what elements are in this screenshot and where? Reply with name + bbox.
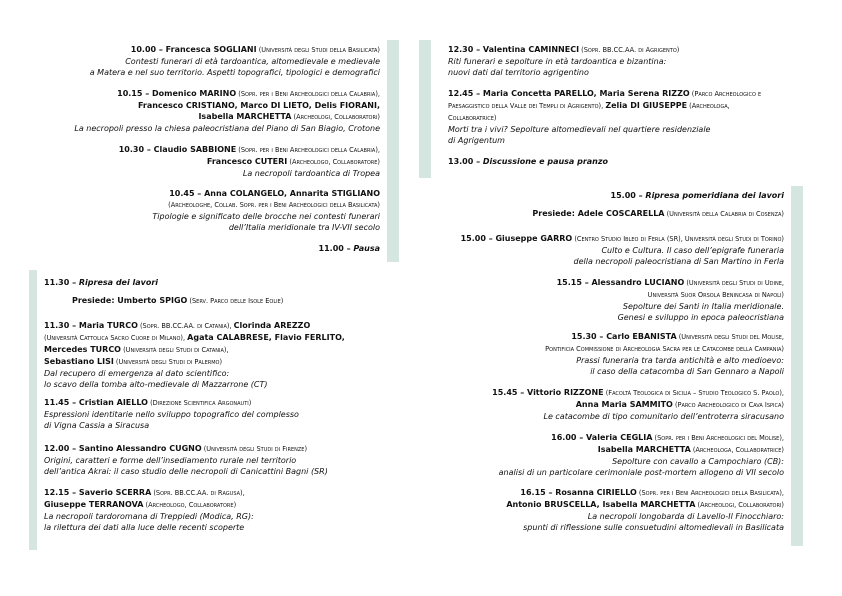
- speaker-text: 15.15 – Alessandro LUCIANO: [556, 278, 685, 287]
- affiliation-text: Collaboratrice): [448, 114, 497, 122]
- entry-line: [448, 88, 761, 100]
- entry-line: [119, 168, 380, 179]
- talk-title-text: Contesti funerari di età tardoantica, altomedievale e medievale: [125, 57, 380, 66]
- speaker-text: Francesco CRISTIANO, Marco DI LIETO, Delis FIORANI,: [137, 101, 380, 110]
- program-entry: [152, 188, 380, 233]
- talk-title-text: dell’Italia meridionale tra IV-VII secolo: [228, 223, 380, 232]
- accent-bar-right-bottom: [791, 186, 803, 546]
- program-entry: [44, 443, 328, 477]
- talk-title-text: La necropoli presso la chiesa paleocristiana del Piano di San Biagio, Crotone: [74, 124, 380, 133]
- entry-line: [44, 499, 254, 511]
- entry-line: [44, 443, 328, 455]
- entry-line: [557, 289, 784, 301]
- talk-title-text: spunti di riflessione sulle consuetudini altomedievali in Basilicata: [523, 523, 784, 532]
- speaker-text: Anna Maria SAMMITO: [575, 400, 673, 409]
- entry-line: [74, 100, 380, 111]
- program-entry: [44, 277, 158, 288]
- entry-line: [461, 256, 784, 267]
- talk-title-text: Ripresa pomeridiana dei lavori: [645, 191, 784, 200]
- speaker-text: 12.30 – Valentina CAMINNECI: [448, 45, 580, 54]
- accent-bar-left-top: [387, 40, 399, 262]
- speaker-text: 15.00 –: [610, 191, 646, 200]
- affiliation-text: (Parco Archeologico di Cava Ispica): [672, 401, 784, 409]
- program-entry: [506, 487, 784, 533]
- entry-line: [448, 112, 761, 124]
- entry-line: [448, 56, 679, 67]
- program-entry: [611, 190, 784, 201]
- program-entry: [74, 88, 380, 134]
- entry-line: [152, 211, 380, 222]
- talk-title-text: Ripresa dei lavori: [78, 278, 159, 287]
- entry-line: [448, 124, 761, 135]
- affiliation-text: (Archeologi, Collaboratori): [695, 501, 784, 509]
- talk-title-text: la rilettura dei dati alla luce delle recenti scoperte: [44, 523, 245, 532]
- entry-line: [545, 355, 784, 366]
- program-entry: [492, 387, 784, 422]
- program-entry: [72, 295, 283, 307]
- program-entry: [461, 233, 784, 267]
- talk-title-text: dell’antica Akrai: il caso studio delle necropoli di Canicattini Bagni (SR): [44, 467, 328, 476]
- program-entry: [557, 277, 784, 323]
- entry-line: [44, 409, 299, 420]
- affiliation-text: (Archeologhe, Collab. Sopr. per i Beni Archeologici della Basilicata): [168, 201, 380, 209]
- affiliation-text: (Archeologo, Collaboratore): [287, 158, 380, 166]
- accent-bar-left-bottom: [29, 270, 37, 550]
- affiliation-text: (Archeologi, Collaboratori): [291, 113, 380, 121]
- talk-title-text: La necropoli tardoantica di Tropea: [242, 169, 380, 178]
- speaker-text: Giuseppe TERRANOVA: [44, 500, 144, 509]
- entry-line: [506, 511, 784, 522]
- talk-title-text: il caso della catacomba di San Gennaro a Napoli: [590, 367, 784, 376]
- entry-line: [492, 411, 784, 422]
- speaker-text: Presiede: Umberto SPIGO: [72, 296, 188, 305]
- entry-line: [44, 368, 345, 379]
- speaker-text: Mercedes TURCO: [44, 345, 121, 354]
- entry-line: [611, 190, 784, 201]
- affiliation-text: (Università degli Studi di Catania),: [120, 346, 229, 354]
- speaker-text: 12.15 – Saverio SCERRA: [44, 488, 152, 497]
- entry-line: [448, 100, 761, 112]
- affiliation-text: (Università della Calabria di Cosenza): [664, 210, 784, 218]
- talk-title-text: Discussione e pausa pranzo: [482, 157, 609, 166]
- program-entry: [448, 156, 608, 167]
- entry-line: [152, 188, 380, 199]
- entry-line: [90, 67, 380, 78]
- affiliation-text: (Sopr. per i Beni Archeologici del Molise),: [652, 434, 784, 442]
- entry-line: [44, 466, 328, 477]
- talk-title-text: Le catacombe di tipo comunitario dell’entroterra siracusano: [543, 412, 784, 421]
- entry-line: [499, 444, 784, 456]
- entry-line: [44, 379, 345, 390]
- talk-title-text: Morti tra i vivi? Sepolture altomedievali nel quartiere residenziale: [448, 125, 711, 134]
- affiliation-text: (Facoltà Teologica di Sicilia – Studio Teologico S. Paolo),: [603, 389, 784, 397]
- talk-title-text: Prassi funeraria tra tarda antichità e alto medioevo:: [576, 356, 784, 365]
- speaker-text: 11.30 – Maria TURCO: [44, 321, 138, 330]
- entry-line: [492, 399, 784, 411]
- speaker-text: 13.00 –: [448, 157, 483, 166]
- speaker-text: 11.45 – Cristian AIELLO: [44, 398, 148, 407]
- talk-title-text: di Vigna Cassia a Siracusa: [44, 421, 150, 430]
- program-entry: [119, 144, 380, 179]
- affiliation-text: (Serv. Parco delle Isole Eolie): [187, 297, 284, 305]
- entry-line: [44, 522, 254, 533]
- program-entry: [90, 44, 380, 78]
- entry-line: [44, 487, 254, 499]
- speaker-text: Agata CALABRESE, Flavio FERLITO,: [187, 333, 345, 342]
- speaker-text: 12.00 – Santino Alessandro CUGNO: [44, 444, 202, 453]
- speaker-text: Clorinda AREZZO: [233, 321, 311, 330]
- affiliation-text: (Sopr. BB.CC.AA. di Catania),: [137, 322, 234, 330]
- speaker-text: Antonio BRUSCELLA, Isabella MARCHETTA: [506, 500, 696, 509]
- entry-line: [119, 156, 380, 168]
- entry-line: [506, 499, 784, 511]
- affiliation-text: (Sopr. BB.CC.AA. di Ragusa),: [151, 489, 245, 497]
- entry-line: [506, 522, 784, 533]
- entry-line: [499, 456, 784, 467]
- talk-title-text: Genesi e sviluppo in epoca paleocristiana: [617, 313, 784, 322]
- entry-line: [448, 135, 761, 146]
- entry-line: [448, 67, 679, 78]
- entry-line: [44, 277, 158, 288]
- speaker-text: 12.45 – Maria Concetta PARELLO, Maria Serena RIZZO: [448, 89, 690, 98]
- affiliation-text: (Sopr. BB.CC.AA. di Agrigento): [579, 46, 680, 54]
- talk-title-text: Riti funerari e sepolture in età tardoantica e bizantina:: [448, 57, 667, 66]
- entry-line: [44, 511, 254, 522]
- affiliation-text: Paesaggistico della Valle dei Templi di Agrigento),: [448, 102, 606, 110]
- entry-line: [44, 344, 345, 356]
- affiliation-text: (Università degli Studi di Udine,: [684, 279, 784, 287]
- talk-title-text: Tipologie e significato delle brocche nei contesti funerari: [152, 212, 380, 221]
- talk-title-text: La necropoli longobarda di Lavello-Il Finocchiaro:: [587, 512, 784, 521]
- speaker-text: Isabella MARCHETTA: [198, 112, 292, 121]
- speaker-text: Francesco CUTERI: [206, 157, 288, 166]
- entry-line: [74, 111, 380, 123]
- program-entry: [44, 487, 254, 533]
- affiliation-text: (Università Cattolica Sacro Cuore di Milano),: [44, 334, 188, 342]
- speaker-text: 10.00 – Francesca SOGLIANI: [130, 45, 257, 54]
- affiliation-text: (Parco Archeologico e: [689, 90, 762, 98]
- speaker-text: 15.30 – Carlo EBANISTA: [571, 332, 677, 341]
- entry-line: [44, 356, 345, 368]
- speaker-text: 10.45 – Anna COLANGELO, Annarita STIGLIANO: [169, 189, 380, 198]
- talk-title-text: analisi di un particolare cerimoniale post-mortem allogeno di VII secolo: [498, 468, 784, 477]
- talk-title-text: Culto e Cultura. Il caso dell’epigrafe funeraria: [601, 246, 784, 255]
- entry-line: [72, 295, 283, 307]
- affiliation-text: (Università degli Studi di Palermo): [113, 358, 223, 366]
- affiliation-text: (Sopr. per i Beni Archeologici della Calabria),: [236, 146, 380, 154]
- affiliation-text: Università Suor Orsola Benincasa di Napoli): [647, 291, 784, 299]
- affiliation-text: (Università degli Studi di Firenze): [201, 445, 308, 453]
- entry-line: [44, 320, 345, 332]
- speaker-text: 16.15 – Rosanna CIRIELLO: [520, 488, 637, 497]
- entry-line: [461, 233, 784, 245]
- entry-line: [90, 44, 380, 56]
- affiliation-text: (Archeologa,: [687, 102, 730, 110]
- speaker-text: 15.00 – Giuseppe GARRO: [460, 234, 573, 243]
- affiliation-text: (Centro Studio Ibleo di Ferla (SR), Università degli Studi di Torino): [572, 235, 784, 243]
- talk-title-text: a Matera e nel suo territorio. Aspetti topografici, tipologici e demografici: [89, 68, 380, 77]
- program-entry: [319, 243, 380, 254]
- talk-title-text: Dal recupero di emergenza al dato scientifico:: [44, 369, 230, 378]
- entry-line: [152, 222, 380, 233]
- entry-line: [499, 432, 784, 444]
- entry-line: [545, 331, 784, 343]
- entry-line: [506, 487, 784, 499]
- entry-line: [492, 387, 784, 399]
- program-entry: [532, 208, 784, 220]
- entry-line: [90, 56, 380, 67]
- speaker-text: 10.15 – Domenico MARINO: [117, 89, 237, 98]
- program-entry: [499, 432, 784, 478]
- talk-title-text: lo scavo della tomba alto-medievale di Mazzarrone (CT): [44, 380, 268, 389]
- entry-line: [532, 208, 784, 220]
- affiliation-text: (Archeologo, Collaboratore): [143, 501, 237, 509]
- entry-line: [152, 199, 380, 211]
- entry-line: [557, 277, 784, 289]
- program-entry: [448, 44, 679, 78]
- program-entry: [44, 397, 299, 431]
- speaker-text: 11.30 –: [44, 278, 79, 287]
- entry-line: [44, 397, 299, 409]
- entry-line: [557, 301, 784, 312]
- talk-title-text: Espressioni identitarie nello sviluppo topografico del complesso: [44, 410, 299, 419]
- speaker-text: Zelia DI GIUSEPPE: [605, 101, 688, 110]
- entry-line: [448, 156, 608, 167]
- affiliation-text: (Sopr. per i Beni Archeologici della Basilicata),: [636, 489, 784, 497]
- program-entry: [448, 88, 761, 146]
- talk-title-text: La necropoli tardoromana di Treppiedi (Modica, RG):: [44, 512, 254, 521]
- speaker-text: Presiede: Adele COSCARELLA: [532, 209, 665, 218]
- talk-title-text: nuovi dati dal territorio agrigentino: [448, 68, 589, 77]
- entry-line: [461, 245, 784, 256]
- entry-line: [44, 455, 328, 466]
- talk-title-text: Sepolture con cavallo a Campochiaro (CB):: [612, 457, 784, 466]
- speaker-text: 15.45 – Vittorio RIZZONE: [492, 388, 604, 397]
- entry-line: [74, 88, 380, 100]
- entry-line: [119, 144, 380, 156]
- affiliation-text: (Sopr. per i Beni Archeologici della Calabria),: [236, 90, 380, 98]
- entry-line: [499, 467, 784, 478]
- speaker-text: 16.00 – Valeria CEGLIA: [551, 433, 653, 442]
- speaker-text: 11.00 –: [318, 244, 354, 253]
- entry-line: [557, 312, 784, 323]
- talk-title-text: di Agrigentum: [448, 136, 505, 145]
- program-entry: [545, 331, 784, 377]
- affiliation-text: (Direzione Scientifica Argonauti): [147, 399, 252, 407]
- speaker-text: Sebastiano LISI: [44, 357, 114, 366]
- entry-line: [448, 44, 679, 56]
- entry-line: [74, 123, 380, 134]
- affiliation-text: Pontificia Commissione di Archeologia Sacra per le Catacombe della Campania): [545, 345, 784, 353]
- talk-title-text: Sepolture dei Santi in Italia meridionale.: [622, 302, 784, 311]
- entry-line: [44, 332, 345, 344]
- entry-line: [319, 243, 380, 254]
- affiliation-text: (Archeologa, Collaboratrice): [690, 446, 784, 454]
- entry-line: [545, 366, 784, 377]
- affiliation-text: (Università degli Studi del Molise,: [676, 333, 784, 341]
- program-entry: [44, 320, 345, 390]
- speaker-text: Isabella MARCHETTA: [597, 445, 691, 454]
- accent-bar-right-top: [419, 40, 431, 178]
- talk-title-text: Pausa: [353, 244, 380, 253]
- talk-title-text: della necropoli paleocristiana di San Martino in Ferla: [573, 257, 784, 266]
- affiliation-text: (Università degli Studi della Basilicata): [256, 46, 380, 54]
- entry-line: [545, 343, 784, 355]
- speaker-text: 10.30 – Claudio SABBIONE: [118, 145, 237, 154]
- talk-title-text: Origini, caratteri e forme dell’insediamento rurale nel territorio: [44, 456, 297, 465]
- entry-line: [44, 420, 299, 431]
